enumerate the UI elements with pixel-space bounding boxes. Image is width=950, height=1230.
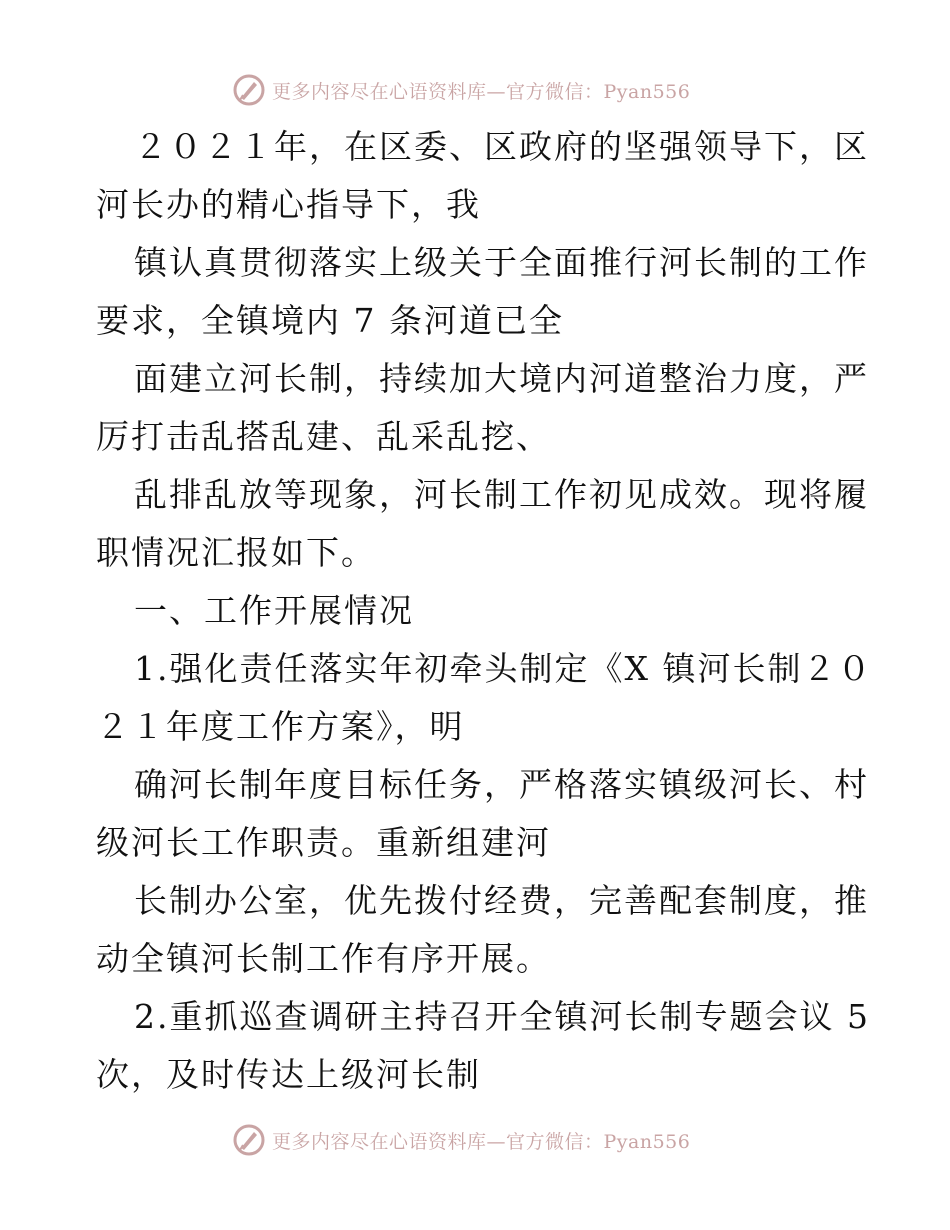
banner-label: 更多内容尽在心语资料库—官方微信： — [272, 80, 604, 103]
paragraph-line: 面建立河长制，持续加大境内河道整治力度，严 — [134, 359, 869, 398]
feather-pen-icon — [232, 73, 266, 107]
banner-handle: Pyan556 — [603, 1130, 691, 1153]
paragraph-line: ２０２１年，在区委、区政府的坚强领导下，区 — [134, 127, 869, 166]
paragraph-line: 要求，全镇境内 7 条河道已全 — [96, 301, 564, 340]
paragraph-line: 确河长制年度目标任务，严格落实镇级河长、村 — [134, 765, 869, 804]
paragraph-line: ２１年度工作方案》，明 — [96, 707, 465, 746]
header-banner-content — [232, 70, 690, 110]
footer-banner — [0, 1120, 950, 1160]
banner-text — [272, 1127, 690, 1154]
paragraph-line: 长制办公室，优先拨付经费，完善配套制度，推 — [134, 881, 869, 920]
paragraph-line: 动全镇河长制工作有序开展。 — [96, 939, 551, 978]
feather-pen-icon — [232, 1123, 266, 1157]
paragraph-line: 乱排乱放等现象，河长制工作初见成效。现将履 — [134, 475, 869, 514]
paragraph-line: 2.重抓巡查调研主持召开全镇河长制专题会议 5 — [134, 997, 870, 1036]
paragraph-line: 职情况汇报如下。 — [96, 533, 376, 572]
banner-label: 更多内容尽在心语资料库—官方微信： — [272, 1130, 604, 1153]
paragraph-line: 河长办的精心指导下，我 — [96, 185, 481, 224]
paragraph-line: 级河长工作职责。重新组建河 — [96, 823, 551, 862]
banner-handle: Pyan556 — [603, 80, 691, 103]
header-banner — [0, 70, 950, 110]
paragraph-line: 一、工作开展情况 — [134, 591, 414, 630]
paragraph-line: 次，及时传达上级河长制 — [96, 1055, 481, 1094]
paragraph-line: 1.强化责任落实年初牵头制定《X 镇河长制２０ — [134, 649, 873, 688]
document-body — [96, 118, 873, 1104]
footer-banner-content — [232, 1120, 690, 1160]
banner-text — [272, 77, 690, 104]
paragraph-line: 厉打击乱搭乱建、乱采乱挖、 — [96, 417, 551, 456]
paragraph-line: 镇认真贯彻落实上级关于全面推行河长制的工作 — [134, 243, 869, 282]
